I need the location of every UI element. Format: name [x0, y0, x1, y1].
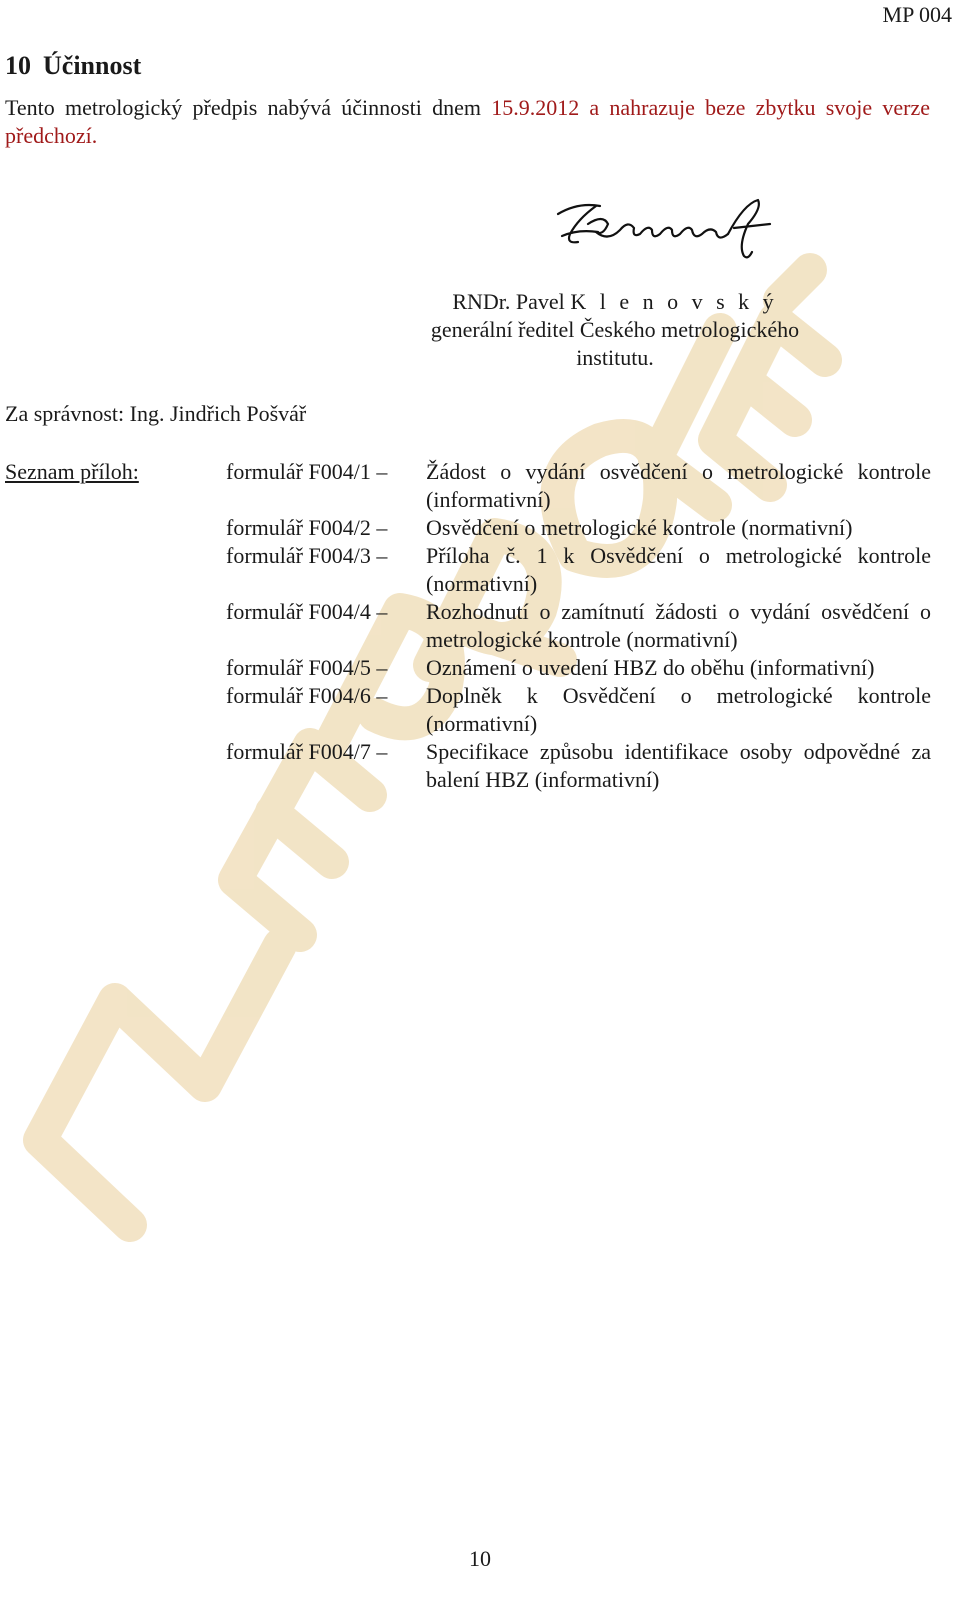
attachment-item: [226, 458, 931, 514]
section-number: 10: [5, 51, 31, 80]
attachment-form-id: formulář F004/4 –: [226, 599, 388, 624]
attachment-item: [226, 654, 931, 682]
attachment-description: Oznámení o uvedení HBZ do oběhu (informativní): [426, 655, 875, 680]
attachment-description: Rozhodnutí o zamítnutí žádosti o vydání osvědčení o metrologické kontrole (normativní): [426, 599, 931, 652]
signer-name: [400, 288, 830, 316]
attachment-description: Příloha č. 1 k Osvědčení o metrologické kontrole (normativní): [426, 543, 931, 596]
correctness-line: Za správnost: Ing. Jindřich Pošvář: [5, 401, 307, 426]
attachment-form-id: formulář F004/3 –: [226, 543, 388, 568]
document-code: MP 004: [882, 2, 952, 27]
attachment-item: [226, 598, 931, 654]
attachment-description: Osvědčení o metrologické kontrole (normativní): [426, 515, 853, 540]
attachment-form-id: formulář F004/1 –: [226, 459, 388, 484]
attachment-description: Doplněk k Osvědčení o metrologické kontrole (normativní): [426, 683, 931, 736]
effect-text-date: 15.9.2012 a nahrazuje beze zbytku svoje verze předchozí.: [5, 95, 930, 148]
attachment-item: [226, 738, 931, 794]
section-heading: [5, 50, 141, 82]
attachment-description: Specifikace způsobu identifikace osoby odpovědné za balení HBZ (informativní): [426, 739, 931, 792]
signer-position: generální ředitel Českého metrologického institutu.: [430, 317, 800, 370]
section-title-text: Účinnost: [43, 51, 142, 80]
attachments-label: Seznam příloh:: [5, 459, 139, 484]
attachment-item: [226, 542, 931, 598]
attachment-form-id: formulář F004/7 –: [226, 739, 388, 764]
effect-paragraph: [5, 94, 930, 150]
attachment-item: [226, 514, 931, 542]
attachment-item: [226, 682, 931, 738]
signer-block: [400, 288, 830, 372]
page-number: 10: [469, 1546, 491, 1571]
signature: [548, 194, 778, 264]
attachment-form-id: formulář F004/6 –: [226, 683, 388, 708]
attachment-description: Žádost o vydání osvědčení o metrologické kontrole (informativní): [426, 459, 931, 512]
effect-text-plain: Tento metrologický předpis nabývá účinnosti dnem: [5, 95, 492, 120]
signer-surname: K l e n o v s k ý: [570, 289, 778, 314]
attachment-form-id: formulář F004/5 –: [226, 655, 388, 680]
attachment-form-id: formulář F004/2 –: [226, 515, 388, 540]
attachments-list: [226, 458, 931, 794]
signer-title: RNDr. Pavel: [452, 289, 571, 314]
